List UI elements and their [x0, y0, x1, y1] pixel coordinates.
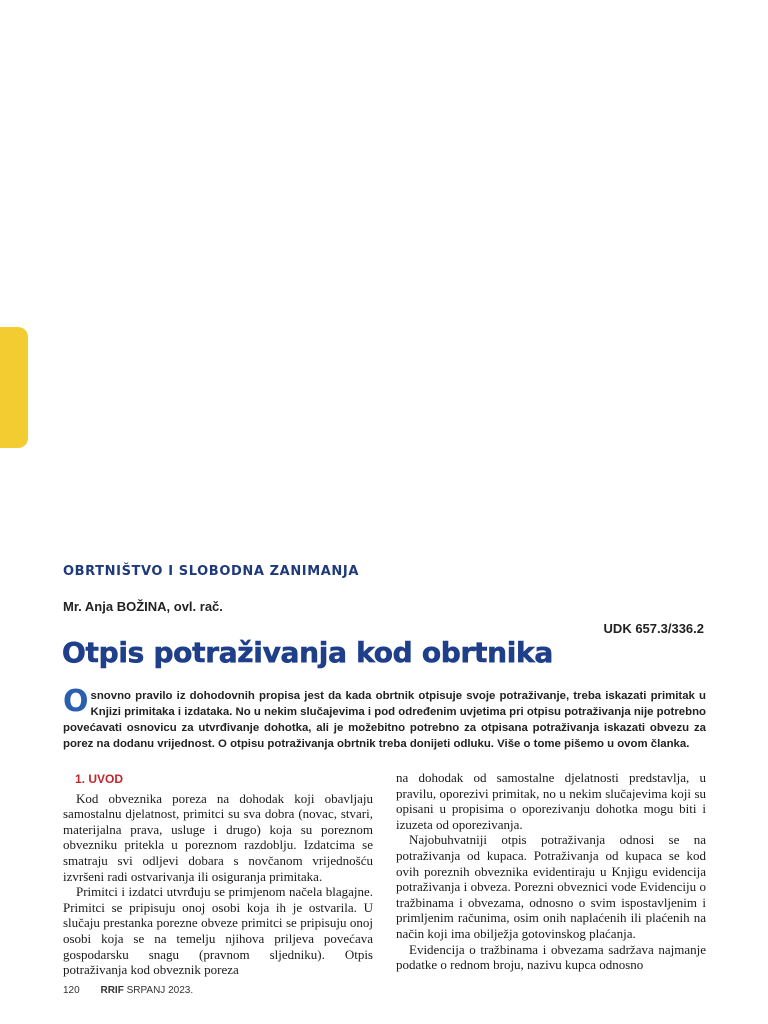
drop-cap: O — [63, 684, 89, 719]
issue-date: SRPANJ 2023. — [126, 985, 194, 996]
page-number: 120 — [63, 985, 80, 996]
body-paragraph: Najobuhvatniji otpis potraživanja odnosi se na potraživanja od kupaca. Potraživanja od kupaca se kod ovih poreznih obveznika evidentiraju u Knjigu evidencija potraživanja i obveza. Porezni obveznici vode Evidenciju o tražbinama i obvezama, odnosno o svim ispostavljenim i primljenim računima, osim onih naplaćenih ili plaćenih na način koji ima obilježja gotovinskog plaćanja. — [396, 832, 706, 941]
body-paragraph: na dohodak od samostalne djelatnosti predstavlja, u pravilu, oporezivi primitak, no u nekim slučajevima koji su opisani u propisima o oporezivanju dohotka mogu biti i izuzeta od oporezivanja. — [396, 770, 706, 832]
section-heading: 1. UVOD — [75, 772, 124, 786]
body-paragraph: Kod obveznika poreza na dohodak koji obavljaju samostalnu djelatnost, primitci su sva dobra (novac, stvari, materijalna prava, usluge i drugo) koja su poreznom obvezniku pritekla u poreznom razdoblju. Izdatcima se smatraju svi odljevi dobara s novčanom vrijednošću izvršeni radi ostvarivanja ili osiguranja primitaka. — [63, 790, 373, 884]
udk-code: UDK 657.3/336.2 — [603, 621, 704, 636]
side-tab-marker — [0, 327, 28, 448]
page-footer — [63, 985, 193, 996]
body-paragraph: Primitci i izdatci utvrđuju se primjenom načela blagajne. Primitci se pripisuju onoj osobi koja ih je ostvarila. U slučaju prestanka porezne obveze primitci se pripisuju onoj osobi koja se na temelju njihova priljeva povećava gospodarsku snagu (pravnom sljedniku). Otpis potraživanja kod obveznik poreza — [63, 884, 373, 978]
body-paragraph: Evidencija o tražbinama i obvezama sadržava najmanje podatke o rednom broju, nazivu kupca odnosno — [396, 941, 706, 973]
article-title: Otpis potraživanja kod obrtnika — [62, 636, 553, 669]
section-label: OBRTNIŠTVO I SLOBODNA ZANIMANJA — [63, 564, 360, 579]
magazine-name: RRIF — [100, 985, 124, 996]
left-column — [63, 770, 373, 978]
right-column — [396, 770, 706, 973]
lead-text: snovno pravilo iz dohodovnih propisa jest da kada obrtnik otpisuje svoje potraživanje, treba iskazati primitak u Knjizi primitaka i izdataka. No u nekim slučajevima i pod određenim uvjetima pri otpisu potraživanja nije potrebno povećavati osnovicu za utvrđivanje dohotka, ali je možebitno potrebno za otpisana potraživanja iskazati obvezu za porez na dodanu vrijednost. O otpisu potraživanja obrtnik treba donijeti odluku. Više o tome pišemo u ovom članka. — [63, 690, 706, 750]
author-name: Mr. Anja BOŽINA, ovl. rač. — [63, 599, 223, 614]
lead-paragraph — [63, 684, 706, 752]
